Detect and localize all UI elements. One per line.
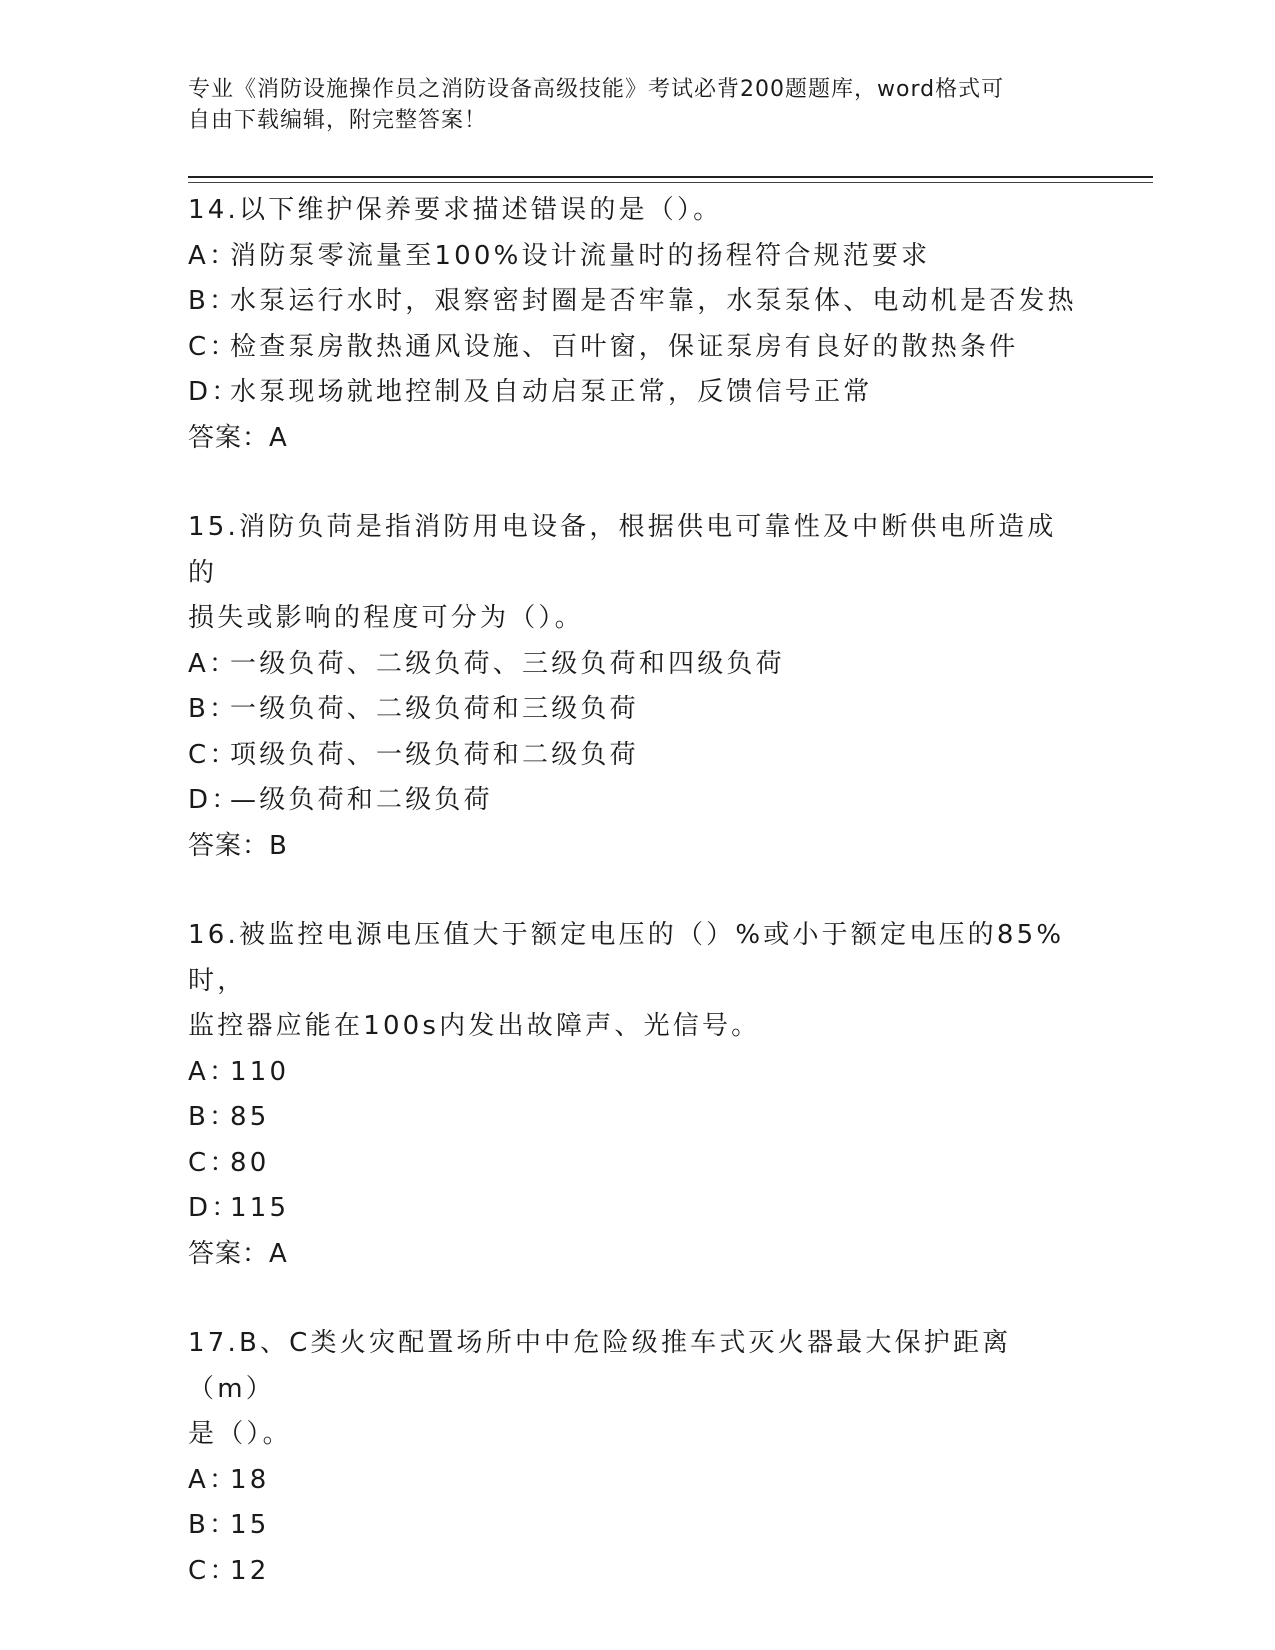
- answer-option: [188, 279, 1077, 325]
- option-text: 12: [230, 1555, 270, 1586]
- option-letter: C：: [188, 739, 239, 770]
- option-letter: C：: [188, 1555, 239, 1586]
- option-text: —级负荷和二级负荷: [230, 785, 493, 815]
- option-letter: A：: [188, 648, 239, 679]
- question-block: [188, 1321, 1068, 1594]
- option-letter: A：: [188, 1056, 239, 1087]
- option-text: 18: [230, 1464, 270, 1495]
- option-text: 85: [230, 1102, 270, 1132]
- option-letter: B：: [188, 694, 239, 724]
- answer-option: [188, 1503, 1068, 1549]
- answer-option: [188, 1549, 1068, 1595]
- answer-option: [188, 1458, 1068, 1504]
- option-letter: C：: [188, 331, 239, 362]
- option-text: 检查泵房散热通风设施、百叶窗，保证泵房有良好的散热条件: [230, 331, 1019, 362]
- answer-option: [188, 778, 1068, 824]
- answer-option: [188, 325, 1068, 371]
- question-stem: [188, 505, 1068, 642]
- option-letter: A：: [188, 1464, 239, 1495]
- answer-key: 答案：B: [188, 830, 288, 861]
- option-letter: B：: [188, 1102, 239, 1132]
- answer-key: 答案：A: [188, 422, 288, 453]
- answer-option: [188, 370, 1068, 416]
- question-stem-line: 17.B、C类火灾配置场所中中危险级推车式灭火器最大保护距离（m）: [188, 1328, 1012, 1404]
- question-block: [188, 505, 1068, 869]
- option-letter: D：: [188, 1193, 241, 1223]
- question-stem: [188, 188, 1068, 234]
- document-header: [188, 74, 1068, 136]
- header-divider-thin: [188, 182, 1153, 183]
- option-letter: B：: [188, 1510, 239, 1540]
- option-text: 80: [230, 1147, 270, 1178]
- question-stem-line: 监控器应能在100s内发出故障声、光信号。: [188, 1011, 761, 1041]
- option-letter: D：: [188, 377, 241, 407]
- answer-option: [188, 1141, 1068, 1187]
- answer-key: 答案：A: [188, 1238, 288, 1269]
- option-text: 110: [230, 1056, 290, 1087]
- answer-option: [188, 687, 1068, 733]
- answer-option: [188, 642, 1068, 688]
- option-letter: B：: [188, 286, 239, 316]
- answer-option: [188, 1186, 1068, 1232]
- question-stem-line: 16.被监控电源电压值大于额定电压的（）%或小于额定电压的85%时，: [188, 920, 1065, 996]
- option-text: 一级负荷、二级负荷、三级负荷和四级负荷: [230, 648, 785, 679]
- option-text: 15: [230, 1510, 270, 1540]
- question-block: [188, 913, 1068, 1277]
- option-text: 项级负荷、一级负荷和二级负荷: [230, 739, 639, 770]
- header-divider-thick: [188, 176, 1153, 178]
- option-letter: A：: [188, 240, 239, 271]
- header-line-1: 专业《消防设施操作员之消防设备高级技能》考试必背200题题库，word格式可: [188, 77, 1005, 102]
- question-block: [188, 188, 1077, 461]
- question-stem-line: 14.以下维护保养要求描述错误的是（）。: [188, 195, 723, 225]
- answer-option: [188, 1050, 1068, 1096]
- option-text: 水泵运行水时，艰察密封圈是否牢靠，水泵泵体、电动机是否发热: [230, 286, 1077, 316]
- option-text: 消防泵零流量至100%设计流量时的扬程符合规范要求: [230, 240, 931, 271]
- option-letter: D：: [188, 785, 241, 815]
- header-line-2: 自由下载编辑，附完整答案！: [188, 108, 488, 133]
- answer-option: [188, 1095, 1068, 1141]
- answer-option: [188, 234, 1068, 280]
- option-text: 115: [230, 1193, 290, 1223]
- question-stem-line: 损失或影响的程度可分为（）。: [188, 603, 584, 633]
- option-text: 一级负荷、二级负荷和三级负荷: [230, 694, 639, 724]
- question-stem-line: 15.消防负苘是指消防用电设备，根据供电可靠性及中断供电所造成的: [188, 512, 1057, 588]
- question-stem: [188, 913, 1068, 1050]
- question-list: [188, 188, 1077, 1638]
- option-letter: C：: [188, 1147, 239, 1178]
- question-stem: [188, 1321, 1068, 1458]
- answer-option: [188, 733, 1068, 779]
- question-stem-line: 是（）。: [188, 1419, 292, 1449]
- option-text: 水泵现场就地控制及自动启泵正常，反馈信号正常: [230, 377, 873, 407]
